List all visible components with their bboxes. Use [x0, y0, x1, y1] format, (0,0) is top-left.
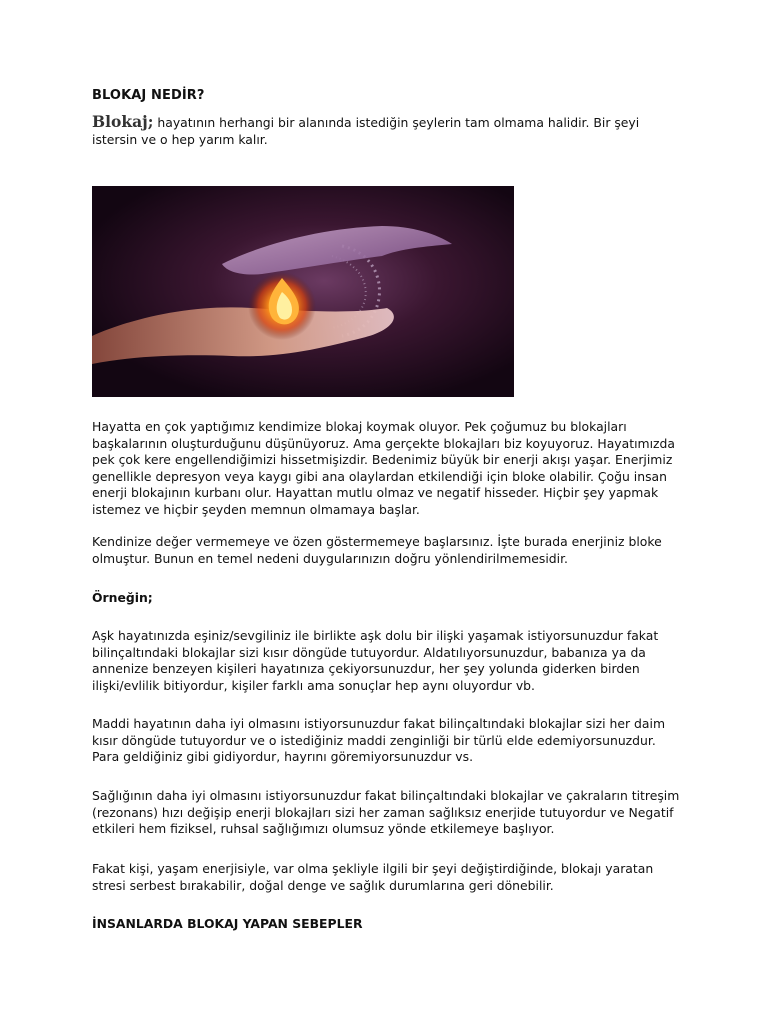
page-title: BLOKAJ NEDİR?	[92, 88, 205, 103]
hands-flame-icon	[92, 186, 514, 397]
paragraph-2: Kendinize değer vermemeye ve özen göstermemeye başlarsınız. İşte burada enerjiniz bloke olmuştur. Bunun en temel nedeni duygularınızın doğru yönlendirilmemesidir.	[92, 534, 662, 566]
hands-flame-image	[92, 186, 514, 397]
intro-text: hayatının herhangi bir alanında istediğin şeylerin tam olmama halidir. Bir şeyi istersin ve o hep yarım kalır.	[92, 115, 640, 147]
example-heading: Örneğin;	[92, 590, 153, 605]
intro-paragraph	[92, 113, 680, 148]
paragraph-5: Sağlığının daha iyi olmasını istiyorsunuzdur fakat bilinçaltındaki blokajlar ve çakraların titreşim (rezonans) hızı değişip enerji blokajları sizi her zaman sağlıksız enerjide tutuyordur ve Negatif etkileri hem fiziksel, ruhsal sağlığımızı olumsuz yönde etkilemeye başlıyor.	[92, 788, 680, 836]
paragraph-6: Fakat kişi, yaşam enerjisiyle, var olma şekliyle ilgili bir şeyi değiştirdiğinde, blokajı yaratan stresi serbest bırakabilir, doğal denge ve sağlık durumlarına geri dönebilir.	[92, 861, 654, 893]
causes-heading: İNSANLARDA BLOKAJ YAPAN SEBEPLER	[92, 916, 363, 931]
intro-lead-word: Blokaj;	[92, 112, 154, 131]
paragraph-3: Aşk hayatınızda eşiniz/sevgiliniz ile birlikte aşk dolu bir ilişki yaşamak istiyorsunuzdur fakat bilinçaltındaki blokajlar sizi kısır döngüde tutuyordur. Aldatılıyorsunuzdur, babanıza ya da annenize benzeyen kişileri hayatınıza çekiyorsunuzdur, her şey yolunda giderken birden ilişki/evlilik bitiyordur, kişiler farklı ama sonuçlar hep aynı oluyordur vb.	[92, 628, 659, 693]
paragraph-4: Maddi hayatının daha iyi olmasını istiyorsunuzdur fakat bilinçaltındaki blokajlar sizi her daim kısır döngüde tutuyordur ve o istediğiniz maddi zenginliği bir türlü elde edemiyorsunuzdur. Para geldiğiniz gibi gidiyordur, hayrını göremiyorsunuzdur vs.	[92, 716, 666, 764]
paragraph-1: Hayatta en çok yaptığımız kendimize blokaj koymak oluyor. Pek çoğumuz bu blokajları başkalarının oluşturduğunu düşünüyoruz. Ama gerçekte blokajları biz koyuyoruz. Hayatımızda pek çok kere engellendiğimizi hissetmişizdir. Bedenimiz büyük bir enerji akışı yaşar. Enerjimiz genellikle depresyon veya kaygı gibi ana olaylardan etkilendiği için bloke olabilir. Çoğu insan enerji blokajının kurbanı olur. Hayattan mutlu olmaz ve negatif hisseder. Hiçbir şey yapmak istemez ve hiçbir şeyden memnun olmamaya başlar.	[92, 419, 676, 517]
